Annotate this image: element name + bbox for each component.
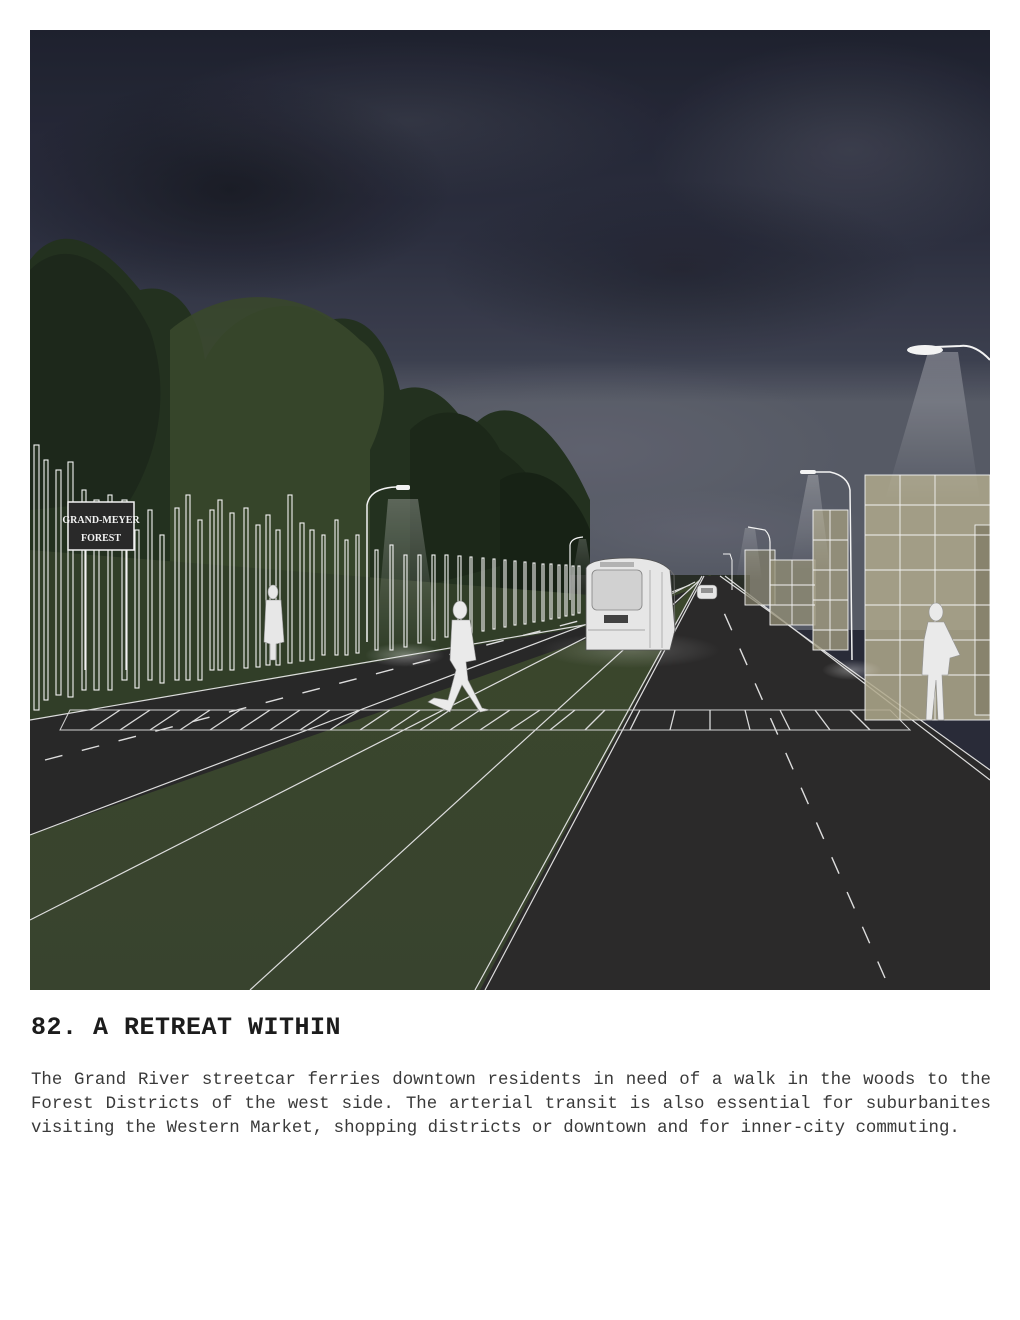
caption-body: The Grand River streetcar ferries downtown residents in need of a walk in the woods to the Forest Districts of the west side. The arterial transit is also essential for suburbanites visiting the Western Market, shopping districts or downtown and for inner-city commuting. xyxy=(31,1071,991,1138)
sign-line-1: GRAND-MEYER xyxy=(62,515,140,526)
street-rendering xyxy=(30,30,990,990)
caption-title: 82. A RETREAT WITHIN xyxy=(31,1013,342,1042)
sign-line-2: FOREST xyxy=(80,533,122,544)
